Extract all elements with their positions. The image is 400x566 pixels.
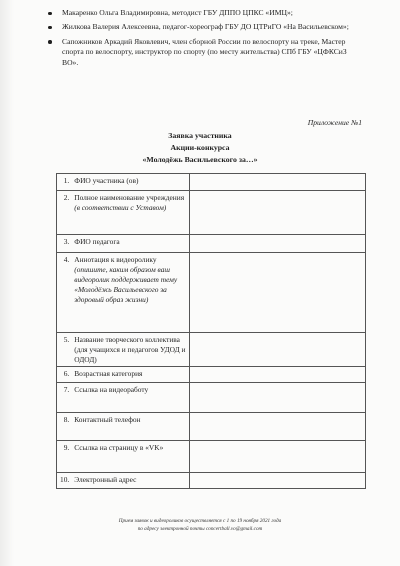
application-form-table [56, 173, 366, 489]
row-label-text: Аннотация к видеоролику [74, 255, 157, 264]
row-value-field[interactable] [190, 413, 366, 441]
table-row [57, 174, 366, 191]
table-row [57, 253, 366, 333]
bullet-icon [48, 26, 52, 30]
table-row [57, 441, 366, 473]
jury-list [62, 8, 362, 72]
row-number: 1. [57, 174, 72, 191]
row-label [71, 333, 190, 367]
submission-note [0, 517, 400, 533]
list-item-text: Макаренко Ольга Владимировна, методист ГБУ ДППО ЦПКС «ИМЦ»; [62, 8, 293, 17]
row-number: 3. [57, 235, 72, 253]
row-label [71, 383, 190, 413]
row-label [71, 473, 190, 489]
form-contest-name: «Молодёжь Васильевского за…» [142, 155, 258, 164]
table-row [57, 235, 366, 253]
row-value-field[interactable] [190, 473, 366, 489]
row-number: 8. [57, 413, 72, 441]
row-label [71, 235, 190, 253]
row-label-text: Возрастная категория [74, 369, 143, 378]
list-item [62, 8, 362, 18]
row-label-text: Название творческого коллектива (для учащихся и педагогов УДОД и ОДОД) [74, 335, 186, 364]
table-row [57, 333, 366, 367]
list-item-text: Сапожников Аркадий Яковлевич, член сборной России по велоспорту на треке, Мастер спорта по велоспорту, инструктор по спорту (по месту жительства) СПб ГБУ «ЦФКСиЗ ВО». [62, 36, 347, 67]
row-number: 2. [57, 191, 72, 235]
row-value-field[interactable] [190, 383, 366, 413]
form-title: Заявка участника [168, 131, 232, 140]
row-value-field[interactable] [190, 333, 366, 367]
row-label-text: Ссылка на видеоработу [74, 385, 149, 394]
table-row [57, 473, 366, 489]
row-label-text: ФИО педагога [74, 237, 120, 246]
table-row [57, 191, 366, 235]
appendix-label: Приложение №1 [307, 118, 362, 127]
row-number: 6. [57, 367, 72, 383]
submission-note-line: Прием заявок и видеороликов осуществляется с 1 по 19 ноября 2021 года [118, 518, 282, 524]
row-label-text: Контактный телефон [74, 415, 141, 424]
row-value-field[interactable] [190, 441, 366, 473]
row-number: 9. [57, 441, 72, 473]
table-row [57, 383, 366, 413]
form-subtitle: Акции-конкурса [170, 143, 230, 152]
row-label-text: Полное наименование учреждения [74, 193, 185, 202]
row-label [71, 413, 190, 441]
row-label [71, 441, 190, 473]
row-label [71, 253, 190, 333]
list-item [62, 22, 362, 32]
list-item-text: Жилкова Валерия Алексеевна, педагог-хореограф ГБУ ДО ЦТРиГО «На Васильевском»; [62, 22, 349, 32]
row-value-field[interactable] [190, 367, 366, 383]
row-hint-text: (опишите, каким образом ваш видеоролик поддерживает тему «Молодёжь Васильевского за здоровый образ жизни) [74, 265, 178, 304]
row-number: 4. [57, 253, 72, 333]
row-number: 5. [57, 333, 72, 367]
row-hint-text: (в соответствии с Уставом) [74, 203, 167, 212]
row-value-field[interactable] [190, 253, 366, 333]
table-row [57, 367, 366, 383]
row-label [71, 191, 190, 235]
scan-shadow [0, 0, 14, 566]
row-label-text: ФИО участника (ов) [74, 176, 139, 185]
table-row [57, 413, 366, 441]
row-value-field[interactable] [190, 235, 366, 253]
row-number: 10. [57, 473, 72, 489]
row-value-field[interactable] [190, 174, 366, 191]
submission-note-line: по адресу электронной почты concertball.vo@gmail.com [137, 526, 263, 532]
bullet-icon [48, 40, 52, 44]
row-label-text: Электронный адрес [74, 475, 137, 484]
bullet-icon [48, 12, 52, 16]
row-value-field[interactable] [190, 191, 366, 235]
list-item [62, 37, 362, 68]
row-label [71, 174, 190, 191]
row-label-text: Ссылка на страницу в «VK» [74, 443, 164, 452]
row-label [71, 367, 190, 383]
row-number: 7. [57, 383, 72, 413]
